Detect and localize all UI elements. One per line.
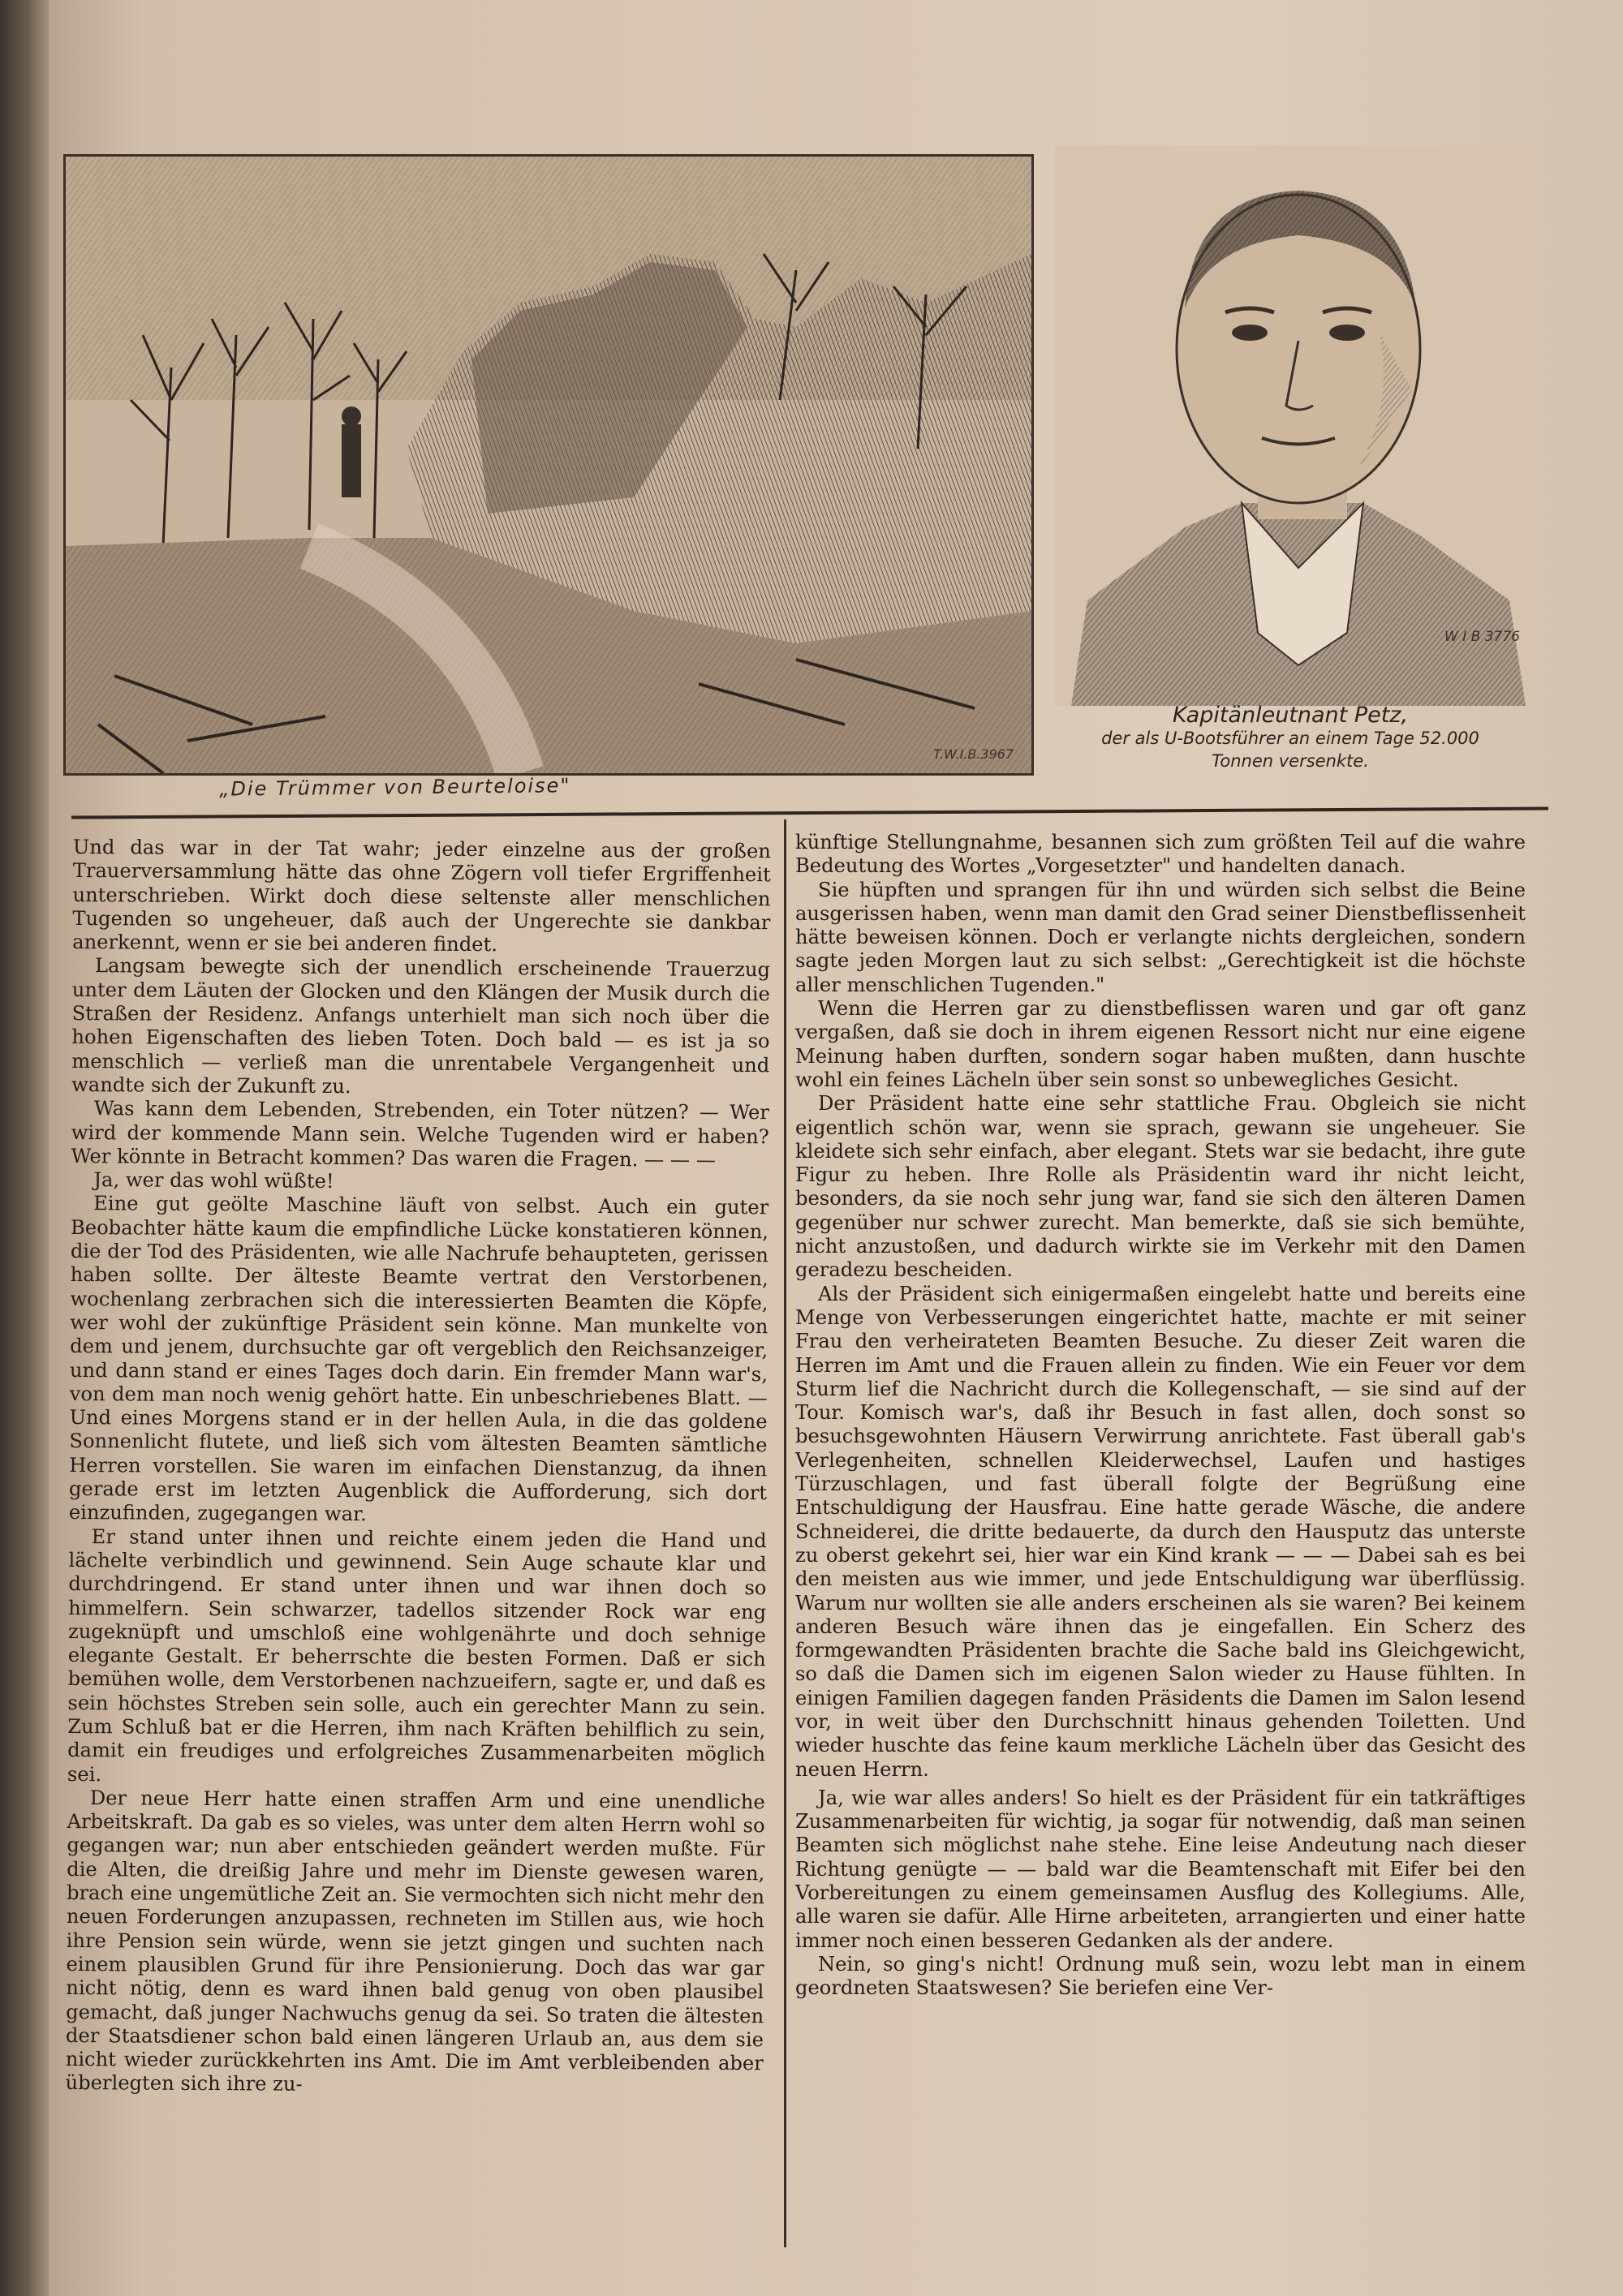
- portrait-caption-line2: der als U-Bootsführer an einem Tage 52.000: [1101, 729, 1479, 748]
- paragraph: Langsam bewegte sich der unendlich erscheinende Trauerzug unter dem Läuten der Glocken und den Klängen der Musik durch die Straßen der Residenz. Anfangs unterhielt man sich noch über die hohen Eigenschaften des lieben Toten. Doch bald — es ist ja so menschlich — verließ man die unrentabele Vergangenheit und wandte sich der Zukunft zu.: [71, 954, 771, 1099]
- portrait-signature: W I B 3776: [1444, 629, 1520, 645]
- text-column-left: [66, 836, 771, 2100]
- paragraph: Und das war in der Tat wahr; jeder einzelne aus der großen Trauerversammlung hätte das ohne Zögern voll tiefer Ergriffenheit unterschrieben. Wirkt doch diese seltenste aller menschlichen Tugenden so ungeheuer, daß auch der Ungerechte sie dankbar anerkennt, wenn er sie bei anderen findet.: [72, 836, 771, 957]
- paragraph: Nein, so ging's nicht! Ordnung muß sein, wozu lebt man in einem geordneten Staatswesen? Sie beriefen eine Ver-: [795, 1952, 1526, 2000]
- paragraph: Eine gut geölte Maschine läuft von selbst. Auch ein guter Beobachter hätte kaum die empfindliche Lücke konstatieren können, die der Tod des Präsidenten, wie alle Nachrufe behaupteten, gerissen haben sollte. Der älteste Beamte vertrat den Verstorbenen, wochenlang zerbrachen sich die interessierten Beamten die Köpfe, wer wohl der zukünftige Präsident sein könne. Man munkelte von dem und jenem, durchsuchte gar oft vergeblich den Reichsanzeiger, und dann stand er eines Tages doch darin. Ein fremder Mann war's, von dem man noch wenig gehört hatte. Ein unbeschriebenes Blatt. — Und eines Morgens stand er in der hellen Aula, in die das goldene Sonnenlicht flutete, und ließ sich vom ältesten Beamten sämtliche Herren vorstellen. Sie waren im einfachen Dienstanzug, da ihnen gerade erst im letzten Augenblick die Aufforderung, sich dort einzufinden, zugegangen war.: [68, 1192, 769, 1526]
- portrait-caption-name: Kapitänleutnant Petz,: [1172, 703, 1409, 728]
- paragraph: Der neue Herr hatte einen straffen Arm und eine unendliche Arbeitskraft. Da gab es so vieles, was unter dem alten Herrn wohl so gegangen war; nun aber entschieden geändert werden mußte. Für die Alten, die dreißig Jahre und mehr im Dienste gewesen waren, brach eine ungemütliche Zeit an. Sie vermochten sich nicht mehr den neuen Forderungen anzupassen, rechneten im Stillen aus, wie hoch ihre Pension sein würde, wenn sie jetzt gingen und suchten nach einem plausiblen Grund für ihre Pensionierung. Doch das war gar nicht nötig, denn es ward ihnen bald genug von oben plausibel gemacht, daß junger Nachwuchs genug da sei. So traten die ältesten der Staatsdiener schon bald einen längeren Urlaub an, aus dem sie nicht wieder zurückkehrten ins Amt. Die im Amt verbleibenden aber überlegten sich ihre zu-: [65, 1786, 765, 2096]
- ruins-signature: T.W.I.B.3967: [933, 746, 1014, 762]
- ruins-caption: „Die Trümmer von Beurteloise": [218, 774, 571, 801]
- paragraph: Der Präsident hatte eine sehr stattliche Frau. Obgleich sie nicht eigentlich schön war, wenn sie sprach, gewann sie ungeheuer. Sie kleidete sich sehr einfach, aber elegant. Stets war sie bedacht, ihre gute Figur zu heben. Ihre Rolle als Präsidentin ward ihr nicht leicht, besonders, da sie noch sehr jung war, fand sie sich den älteren Damen gegenüber nur schwer zurecht. Man bemerkte, daß sie sich bemühte, nicht anzustoßen, und dadurch wirkte sie im Verkehr mit den Damen geradezu bescheiden.: [795, 1092, 1526, 1282]
- paragraph: Was kann dem Lebenden, Strebenden, ein Toter nützen? — Wer wird der kommende Mann sein. Welche Tugenden wird er haben? Wer könnte in Betracht kommen? Das waren die Fragen. — — —: [71, 1097, 770, 1172]
- portrait-caption: [1022, 704, 1558, 772]
- paragraph: Ja, wie war alles anders! So hielt es der Präsident für ein tatkräftiges Zusammenarbeiten für wichtig, ja sogar für notwendig, daß man seinen Beamten sich möglichst nahe stehe. Eine leise Andeutung nach dieser Richtung genügte — — bald war die Beamtenschaft mit Eifer bei den Vorbereitungen zu einem gemeinsamen Ausflug des Kollegiums. Alle, alle waren sie dafür. Alle Hirne arbeiteten, arrangierten und einer hatte immer noch einen besseren Gedanken als der andere.: [795, 1786, 1526, 1952]
- text-column-right: [795, 831, 1526, 2001]
- newspaper-page: [49, 0, 1623, 2296]
- paragraph: Als der Präsident sich einigermaßen eingelebt hatte und bereits eine Menge von Verbesserungen eingerichtet hatte, machte er mit seiner Frau den verheirateten Beamten Besuche. Zu dieser Zeit waren die Herren im Amt und die Frauen allein zu finden. Wie ein Feuer vor dem Sturm lief die Nachricht durch die Kollegenschaft, — sie sind auf der Tour. Komisch war's, daß ihr Besuch in fast allen, doch sonst so besuchsgewohnten Häusern Verwirrung anrichtete. Fast überall gab's Verlegenheiten, schnellen Kleiderwechsel, Laufen und hastiges Türzuschlagen, und fast überall folgte der Begrüßung eine Entschuldigung der Hausfrau. Eine hatte gerade Wäsche, die andere Schneiderei, die dritte bedauerte, da durch den Hausputz das unterste zu oberst gekehrt sei, hier war ein Kind krank — — — Dabei sah es bei den meisten aus wie immer, und jede Entschuldigung war überflüssig. Warum nur wollten sie alle anders erscheinen als sie waren? Bei keinem anderen Besuch wäre ihnen das je eingefallen. Ein Scherz des formgewandten Präsidenten brachte die Sache bald ins Gleichgewicht, so daß die Damen sich im eigenen Salon wieder zu Hause fühlten. In einigen Familien dagegen fanden Präsidents die Damen im Salon lesend vor, in weit über den Durchschnitt hinaus gehenden Toiletten. Und wieder huschte das feine kaum merkliche Lächeln über das Gesicht des neuen Herrn.: [795, 1282, 1526, 1781]
- ruins-illustration: [63, 154, 1034, 776]
- portrait-caption-line3: Tonnen versenkte.: [1212, 751, 1369, 771]
- book-gutter: [0, 0, 49, 2296]
- ruins-drawing: [66, 157, 1031, 773]
- paragraph: Er stand unter ihnen und reichte einem jeden die Hand und lächelte verbindlich und gewinnend. Sein Auge schaute klar und durchdringend. Er stand unter ihnen und war ihnen doch so himmelfern. Sein schwarzer, tadellos sitzender Rock war eng zugeknüpft und umschloß eine wohlgenährte und doch sehnige elegante Gestalt. Er beherrschte die besten Formen. Daß er sich bemühen wolle, dem Verstorbenen nachzueifern, sagte er, und daß es sein höchstes Streben sein solle, auch ein gerechter Mann zu sein. Zum Schluß bat er die Herren, ihm nach Kräften behilflich zu sein, damit ein freudiges und erfolgreiches Zusammenarbeiten möglich sei.: [67, 1524, 767, 1786]
- column-divider: [784, 819, 786, 2247]
- paragraph: Ja, wer das wohl wüßte!: [93, 1168, 334, 1193]
- section-divider: [71, 806, 1548, 819]
- paragraph: Wenn die Herren gar zu dienstbeflissen waren und gar oft ganz vergaßen, daß sie doch in ihrem eigenen Ressort nicht nur eine eigene Meinung haben durften, sondern sogar haben mußten, dann huschte wohl ein feines Lächeln über sein sonst so unbewegliches Gesicht.: [795, 997, 1526, 1091]
- portrait-drawing: [1055, 146, 1534, 706]
- paragraph: Sie hüpften und sprangen für ihn und würden sich selbst die Beine ausgerissen haben, wenn man damit den Grad seiner Dienstbeflissenheit hätte beweisen können. Doch er verlangte nichts dergleichen, sondern sagte jeden Morgen laut zu sich selbst: „Gerechtigkeit ist die höchste aller menschlichen Tugenden.": [795, 878, 1526, 996]
- portrait-illustration: [1055, 146, 1534, 706]
- paragraph: künftige Stellungnahme, besannen sich zum größten Teil auf die wahre Bedeutung des Wortes „Vorgesetzter" und handelten danach.: [795, 831, 1526, 878]
